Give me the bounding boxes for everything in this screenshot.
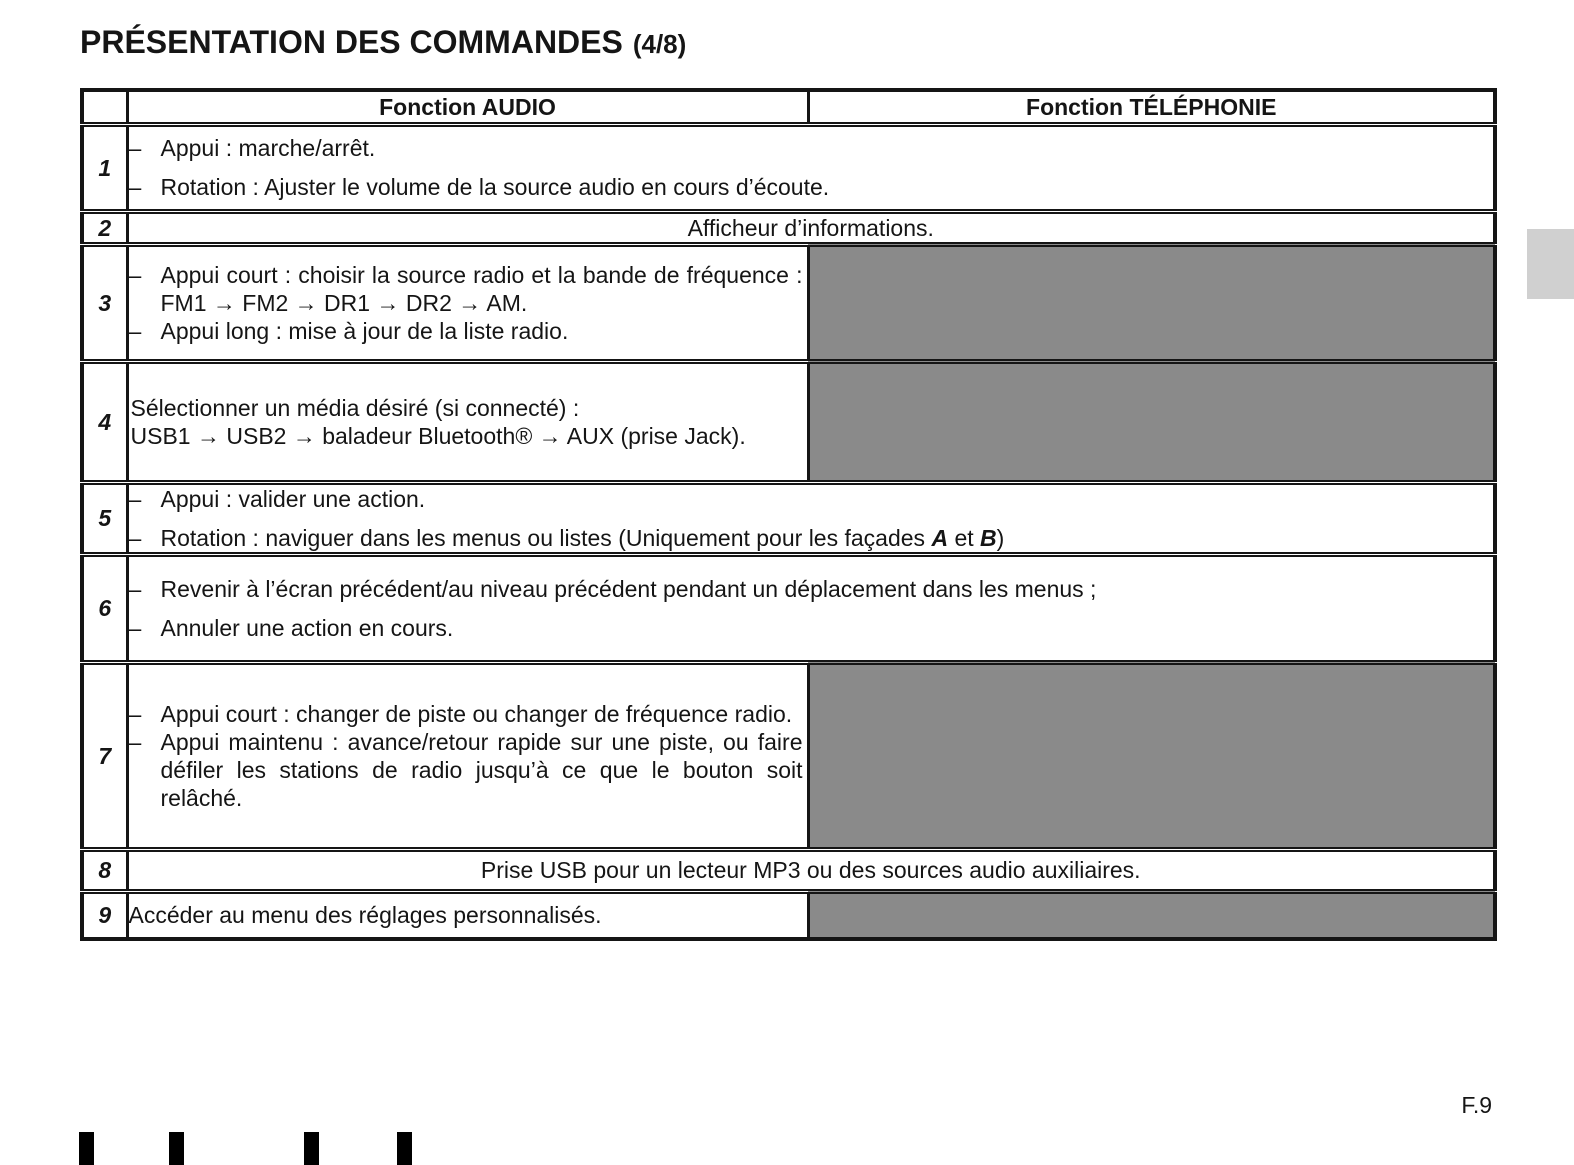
- bullet-text: Rotation : Ajuster le volume de la source audio en cours d’écoute.: [160, 174, 830, 200]
- bullet-line: [129, 524, 1494, 552]
- dash-marker: –: [128, 524, 142, 551]
- bullet-line: [129, 261, 807, 317]
- row7-audio-cell: [127, 662, 808, 849]
- print-registration-mark: [79, 1132, 94, 1165]
- dash-marker: –: [128, 317, 142, 344]
- facade-a-label: A: [931, 524, 949, 551]
- page-number: F.9: [1461, 1092, 1492, 1118]
- table-row: [82, 361, 1495, 482]
- table-header-row: [82, 90, 1495, 124]
- section-edge-tab: [1527, 229, 1574, 299]
- row-number: 5: [82, 482, 127, 554]
- dash-marker: –: [128, 174, 142, 200]
- table-row: [82, 211, 1495, 244]
- header-empty-cell: [82, 90, 127, 124]
- bullet-line: [129, 614, 1494, 642]
- bullet-text: Appui : marche/arrêt.: [160, 135, 376, 161]
- row4-audio-cell: [127, 361, 808, 482]
- row1-cell: [127, 124, 1495, 211]
- row-number: 8: [82, 849, 127, 891]
- page-title-text: PRÉSENTATION DES COMMANDES: [80, 24, 623, 60]
- row2-cell: Afficheur d’informations.: [127, 211, 1495, 244]
- bullet-text: Appui maintenu : avance/retour rapide sur une piste, ou faire défiler les stations de radio jusqu’à ce que le bouton soit relâché.: [160, 728, 803, 811]
- bullet-line: [129, 575, 1494, 603]
- table-row: [82, 891, 1495, 939]
- page-title-suffix: (4/8): [632, 29, 687, 59]
- print-registration-mark: [397, 1132, 412, 1165]
- row3-telephony-cell-disabled: [808, 244, 1495, 361]
- row5-cell: [127, 482, 1495, 554]
- header-telephony: Fonction TÉLÉPHONIE: [808, 90, 1495, 124]
- dash-marker: –: [128, 614, 142, 641]
- row8-cell: Prise USB pour un lecteur MP3 ou des sources audio auxiliaires.: [127, 849, 1495, 891]
- row9-telephony-cell-disabled: [808, 891, 1495, 939]
- dash-marker: –: [128, 700, 142, 727]
- row4-telephony-cell-disabled: [808, 361, 1495, 482]
- row-number: 3: [82, 244, 127, 361]
- bullet-text-part: Rotation : naviguer dans les menus ou listes (Uniquement pour les façades: [160, 524, 932, 551]
- bullet-text: Appui court : changer de piste ou changer de fréquence radio.: [160, 700, 793, 727]
- bullet-text-part: ): [996, 524, 1005, 551]
- text-line: USB1 → USB2 → baladeur Bluetooth® → AUX (prise Jack).: [130, 422, 746, 449]
- page-title: [80, 24, 686, 61]
- table-row: [82, 124, 1495, 211]
- bullet-text: Revenir à l’écran précédent/au niveau précédent pendant un déplacement dans les menus ;: [160, 575, 1097, 602]
- table-row: [82, 849, 1495, 891]
- row7-telephony-cell-disabled: [808, 662, 1495, 849]
- dash-marker: –: [128, 261, 142, 288]
- bullet-line: [129, 173, 1494, 201]
- text-line: Sélectionner un média désiré (si connecté) :: [130, 394, 580, 421]
- row9-audio-cell: Accéder au menu des réglages personnalisés.: [127, 891, 808, 939]
- dash-marker: –: [128, 575, 142, 602]
- row3-audio-cell: [127, 244, 808, 361]
- row-number: 9: [82, 891, 127, 939]
- facade-b-label: B: [980, 524, 997, 551]
- bullet-text: Annuler une action en cours.: [160, 614, 454, 641]
- bullet-line: [129, 485, 1494, 513]
- bullet-line: [129, 134, 1494, 162]
- bullet-text-part: et: [948, 524, 981, 551]
- dash-marker: –: [128, 728, 142, 755]
- row-number: 2: [82, 211, 127, 244]
- bullet-line: [129, 700, 807, 728]
- bullet-text: Appui : valider une action.: [160, 485, 426, 512]
- header-audio: Fonction AUDIO: [127, 90, 808, 124]
- table-row: [82, 554, 1495, 662]
- bullet-line: [129, 317, 807, 345]
- print-registration-mark: [304, 1132, 319, 1165]
- table-row: [82, 482, 1495, 554]
- dash-marker: –: [128, 485, 142, 512]
- row-number: 4: [82, 361, 127, 482]
- dash-marker: –: [128, 135, 142, 161]
- bullet-line: [129, 728, 807, 812]
- print-registration-mark: [169, 1132, 184, 1165]
- row-number: 1: [82, 124, 127, 211]
- bullet-text: Appui court : choisir la source radio et la bande de fréquence : FM1 → FM2 → DR1 → DR2 → AM.: [160, 261, 803, 316]
- row-number: 6: [82, 554, 127, 662]
- table-row: [82, 244, 1495, 361]
- table-row: [82, 662, 1495, 849]
- row6-cell: [127, 554, 1495, 662]
- row-number: 7: [82, 662, 127, 849]
- bullet-text: Appui long : mise à jour de la liste radio.: [160, 317, 569, 344]
- commands-table: [80, 88, 1497, 941]
- bullet-text: [161, 524, 1494, 552]
